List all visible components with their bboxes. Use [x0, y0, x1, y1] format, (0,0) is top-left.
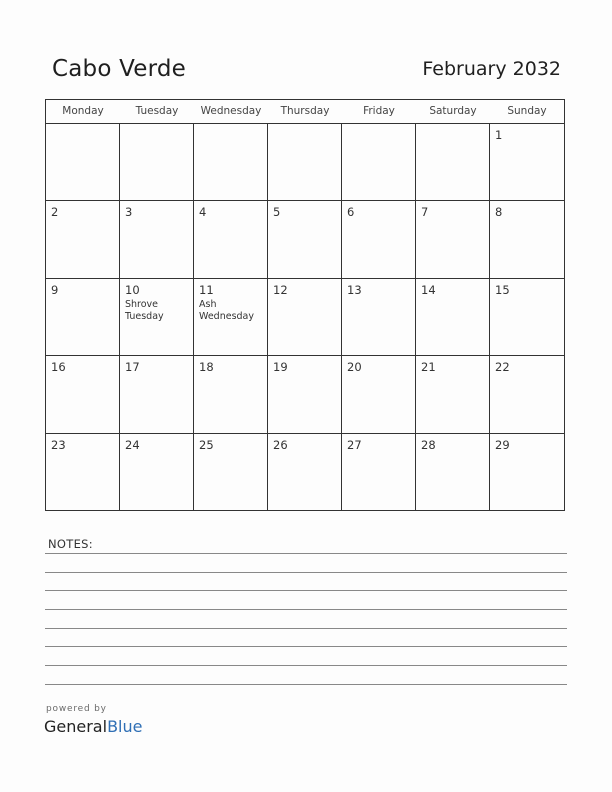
- notes-line: [45, 590, 567, 591]
- day-cell: [46, 124, 120, 201]
- weekday-header: Monday: [62, 105, 104, 117]
- notes-line: [45, 684, 567, 685]
- day-number: 23: [51, 437, 66, 452]
- day-cell: [342, 124, 416, 201]
- weekday-header: Thursday: [280, 105, 330, 117]
- day-number: 1: [495, 128, 503, 142]
- day-number: 19: [273, 360, 288, 375]
- notes-line: [45, 572, 567, 573]
- notes-line: [45, 665, 567, 666]
- calendar-month-title: February 2032: [422, 58, 561, 80]
- day-number: 27: [347, 437, 362, 452]
- day-cell: [194, 124, 268, 201]
- day-cell: [46, 201, 120, 278]
- notes-line: [45, 628, 567, 629]
- day-number: 29: [495, 437, 510, 452]
- day-number: 5: [273, 205, 281, 220]
- calendar-country-title: Cabo Verde: [52, 56, 187, 82]
- day-number: 8: [495, 205, 503, 220]
- day-number: 17: [125, 360, 140, 375]
- day-cell: [416, 124, 490, 201]
- calendar-grid: [45, 99, 565, 511]
- notes-line: [45, 553, 567, 554]
- day-cell: [46, 356, 120, 433]
- day-cell: [194, 434, 268, 511]
- day-number: 6: [347, 205, 355, 220]
- brand-blue: Blue: [107, 717, 143, 736]
- holiday-label: Ash Wednesday: [199, 298, 255, 322]
- day-number: 14: [421, 282, 436, 297]
- day-number: 18: [199, 360, 214, 375]
- day-cell: [194, 356, 268, 433]
- calendar-days: [46, 124, 564, 511]
- day-number: 2: [51, 205, 59, 220]
- day-cell: [416, 201, 490, 278]
- day-cell: [194, 201, 268, 278]
- day-number: 22: [495, 360, 510, 375]
- powered-by-text: powered by: [46, 704, 107, 714]
- day-number: 16: [51, 360, 66, 375]
- day-cell: [342, 201, 416, 278]
- day-number: 15: [495, 282, 510, 297]
- weekday-header: Friday: [363, 105, 395, 117]
- day-cell: [120, 356, 194, 433]
- day-cell: [268, 434, 342, 511]
- day-cell: [342, 279, 416, 356]
- day-cell: [120, 124, 194, 201]
- day-number: 25: [199, 437, 214, 452]
- day-number: 9: [51, 282, 59, 297]
- day-cell: [120, 201, 194, 278]
- day-number: 28: [421, 437, 436, 452]
- holiday-label: Shrove Tuesday: [125, 298, 164, 322]
- day-cell: [490, 279, 564, 356]
- weekday-header: Saturday: [429, 105, 477, 117]
- weekday-header: Wednesday: [200, 105, 262, 117]
- day-cell: [268, 124, 342, 201]
- day-cell: [342, 434, 416, 511]
- weekday-header: Tuesday: [135, 105, 179, 117]
- day-cell: [342, 356, 416, 433]
- day-cell: [268, 356, 342, 433]
- day-number: 20: [347, 360, 362, 375]
- day-number: 3: [125, 205, 133, 220]
- day-cell: [268, 279, 342, 356]
- notes-label: NOTES:: [48, 537, 93, 551]
- day-cell: [268, 201, 342, 278]
- day-cell: [120, 434, 194, 511]
- day-number: 10: [125, 282, 140, 297]
- day-cell: [490, 124, 564, 201]
- day-cell: [194, 279, 268, 356]
- day-cell: [416, 356, 490, 433]
- day-number: 26: [273, 437, 288, 452]
- weekday-header: Sunday: [507, 105, 547, 117]
- day-cell: [46, 279, 120, 356]
- notes-line: [45, 646, 567, 647]
- day-cell: [46, 434, 120, 511]
- day-number: 13: [347, 282, 362, 297]
- weekday-header-row: [46, 100, 564, 124]
- notes-line: [45, 609, 567, 610]
- generalblue-logo[interactable]: [44, 717, 142, 736]
- day-number: 24: [125, 437, 140, 452]
- day-cell: [416, 434, 490, 511]
- day-cell: [490, 356, 564, 433]
- day-cell: [120, 279, 194, 356]
- day-number: 11: [199, 282, 214, 297]
- brand-general: General: [44, 717, 108, 736]
- day-cell: [490, 434, 564, 511]
- day-cell: [490, 201, 564, 278]
- day-cell: [416, 279, 490, 356]
- day-number: 7: [421, 205, 429, 220]
- day-number: 21: [421, 360, 436, 375]
- day-number: 4: [199, 205, 207, 220]
- day-number: 12: [273, 282, 288, 297]
